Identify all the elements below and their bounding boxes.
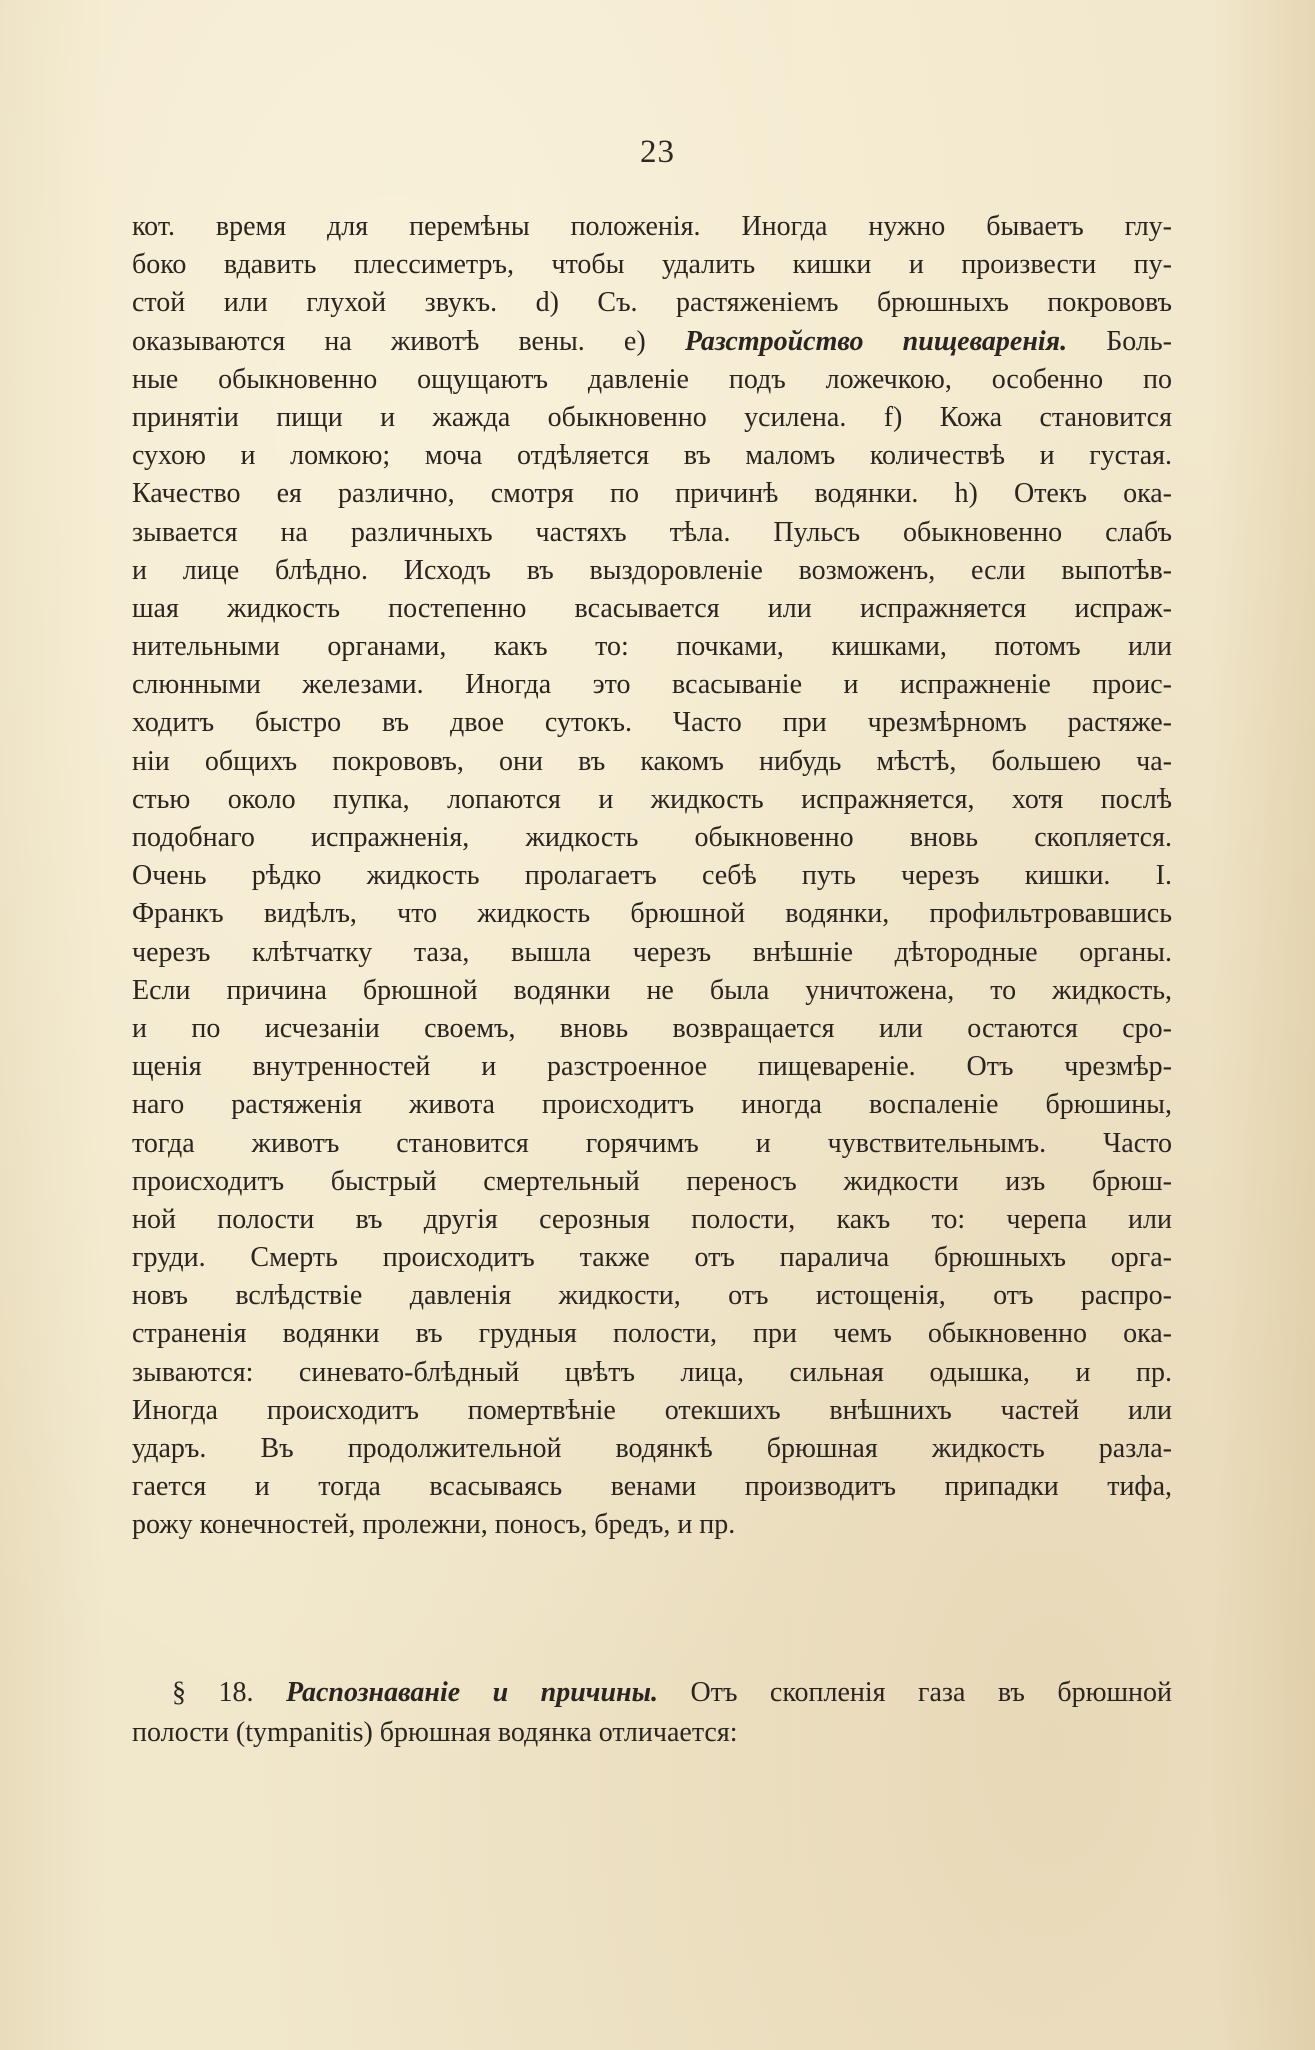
text-line: кот. время для перемѣны положенія. Иногда нужно бываетъ глу- — [132, 211, 1172, 242]
text-line: ударъ. Въ продолжительной водянкѣ брюшная жидкость разла- — [132, 1433, 1172, 1464]
text-line: наго растяженія живота происходитъ иногда воспаленіе брюшины, — [132, 1089, 1172, 1121]
text-line: груди. Смерть происходитъ также отъ паралича брюшныхъ орга- — [132, 1242, 1172, 1274]
text-line: зываются: синевато-блѣдный цвѣтъ лица, сильная одышка, и пр. — [132, 1356, 1172, 1388]
body-text — [132, 208, 1172, 1545]
text-line: ные обыкновенно ощущаютъ давленіе подъ ложечкою, особенно по — [132, 363, 1172, 395]
text-line: ніи общихъ покрововъ, они въ какомъ нибудь мѣстѣ, большею ча- — [132, 745, 1172, 777]
text-line: гается и тогда всасываясь венами производитъ припадки тифа, — [132, 1471, 1172, 1503]
text-line: стой или глухой звукъ. d) Съ. растяженіемъ брюшныхъ покрововъ — [132, 287, 1172, 319]
text-line: Франкъ видѣлъ, что жидкость брюшной водянки, профильтровавшись — [132, 898, 1172, 930]
text-line: страненія водянки въ грудныя полости, при чемъ обыкновенно ока- — [132, 1318, 1172, 1350]
text-line: и лице блѣдно. Исходъ въ выздоровленіе возможенъ, если выпотѣв- — [132, 554, 1172, 586]
text-line: Если причина брюшной водянки не была уничтожена, то жидкость, — [132, 974, 1172, 1006]
text-line: ной полости въ другія серозныя полости, какъ то: черепа или — [132, 1203, 1172, 1235]
section-first-line — [132, 1673, 1172, 1713]
text-line: ходитъ быстро въ двое сутокъ. Часто при чрезмѣрномъ растяже- — [132, 707, 1172, 739]
page-number: 23 — [640, 134, 675, 170]
text-line: новъ вслѣдствіе давленія жидкости, отъ истощенія, отъ распро- — [132, 1280, 1172, 1312]
text-fragment: Боль- — [1067, 325, 1172, 357]
text-line: щенія внутренностей и разстроенное пищевареніе. Отъ чрезмѣр- — [132, 1051, 1172, 1083]
section-title: Распознаваніе и причины. — [285, 1677, 659, 1708]
text-line: Качество ея различно, смотря по причинѣ водянки. h) Отекъ ока- — [132, 478, 1172, 510]
italic-heading: Разстройство пищеваренія. — [684, 325, 1068, 357]
text-line: черезъ клѣтчатку таза, вышла черезъ внѣшніе дѣтородные органы. — [132, 936, 1172, 968]
text-line: подобнаго испражненія, жидкость обыкновенно вновь скопляется. — [132, 822, 1172, 853]
text-line: происходитъ быстрый смертельный переносъ жидкости изъ брюш- — [132, 1165, 1172, 1197]
text-line: Иногда происходитъ помертвѣніе отекшихъ внѣшнихъ частей или — [132, 1394, 1172, 1426]
text-line-with-italic — [132, 323, 1172, 361]
section-18 — [132, 1673, 1172, 1753]
text-line: шая жидкость постепенно всасывается или испражняется испраж- — [132, 592, 1172, 624]
section-first-line-text: Отъ скопленія газа въ брюшной — [690, 1677, 1173, 1708]
text-line: стью около пупка, лопаются и жидкость испражняется, хотя послѣ — [132, 783, 1172, 815]
text-line: тогда животъ становится горячимъ и чувствительнымъ. Часто — [132, 1127, 1172, 1159]
text-line: Очень рѣдко жидкость пролагаетъ себѣ путь черезъ кишки. I. — [132, 860, 1172, 892]
section-number: § 18. — [172, 1677, 254, 1708]
text-line: нительными органами, какъ то: почками, кишками, потомъ или — [132, 631, 1172, 663]
text-line: боко вдавить плессиметръ, чтобы удалить кишки и произвести пу- — [132, 249, 1172, 281]
text-line: зывается на различныхъ частяхъ тѣла. Пульсъ обыкновенно слабъ — [132, 516, 1172, 548]
text-line: слюнными железами. Иногда это всасываніе и испражненіе проис- — [132, 669, 1172, 701]
text-line: и по исчезаніи своемъ, вновь возвращается или остаются сро- — [132, 1012, 1172, 1044]
text-line: рожу конечностей, пролежни, поносъ, бредъ, и пр. — [132, 1509, 736, 1541]
text-line: принятіи пищи и жажда обыкновенно усилена. f) Кожа становится — [132, 401, 1172, 433]
section-second-line: полости (tympanitis) брюшная водянка отличается: — [132, 1717, 738, 1748]
text-line: сухою и ломкою; моча отдѣляется въ маломъ количествѣ и густая. — [132, 440, 1172, 472]
text-fragment: оказываются на животѣ вены. e) — [132, 325, 685, 357]
